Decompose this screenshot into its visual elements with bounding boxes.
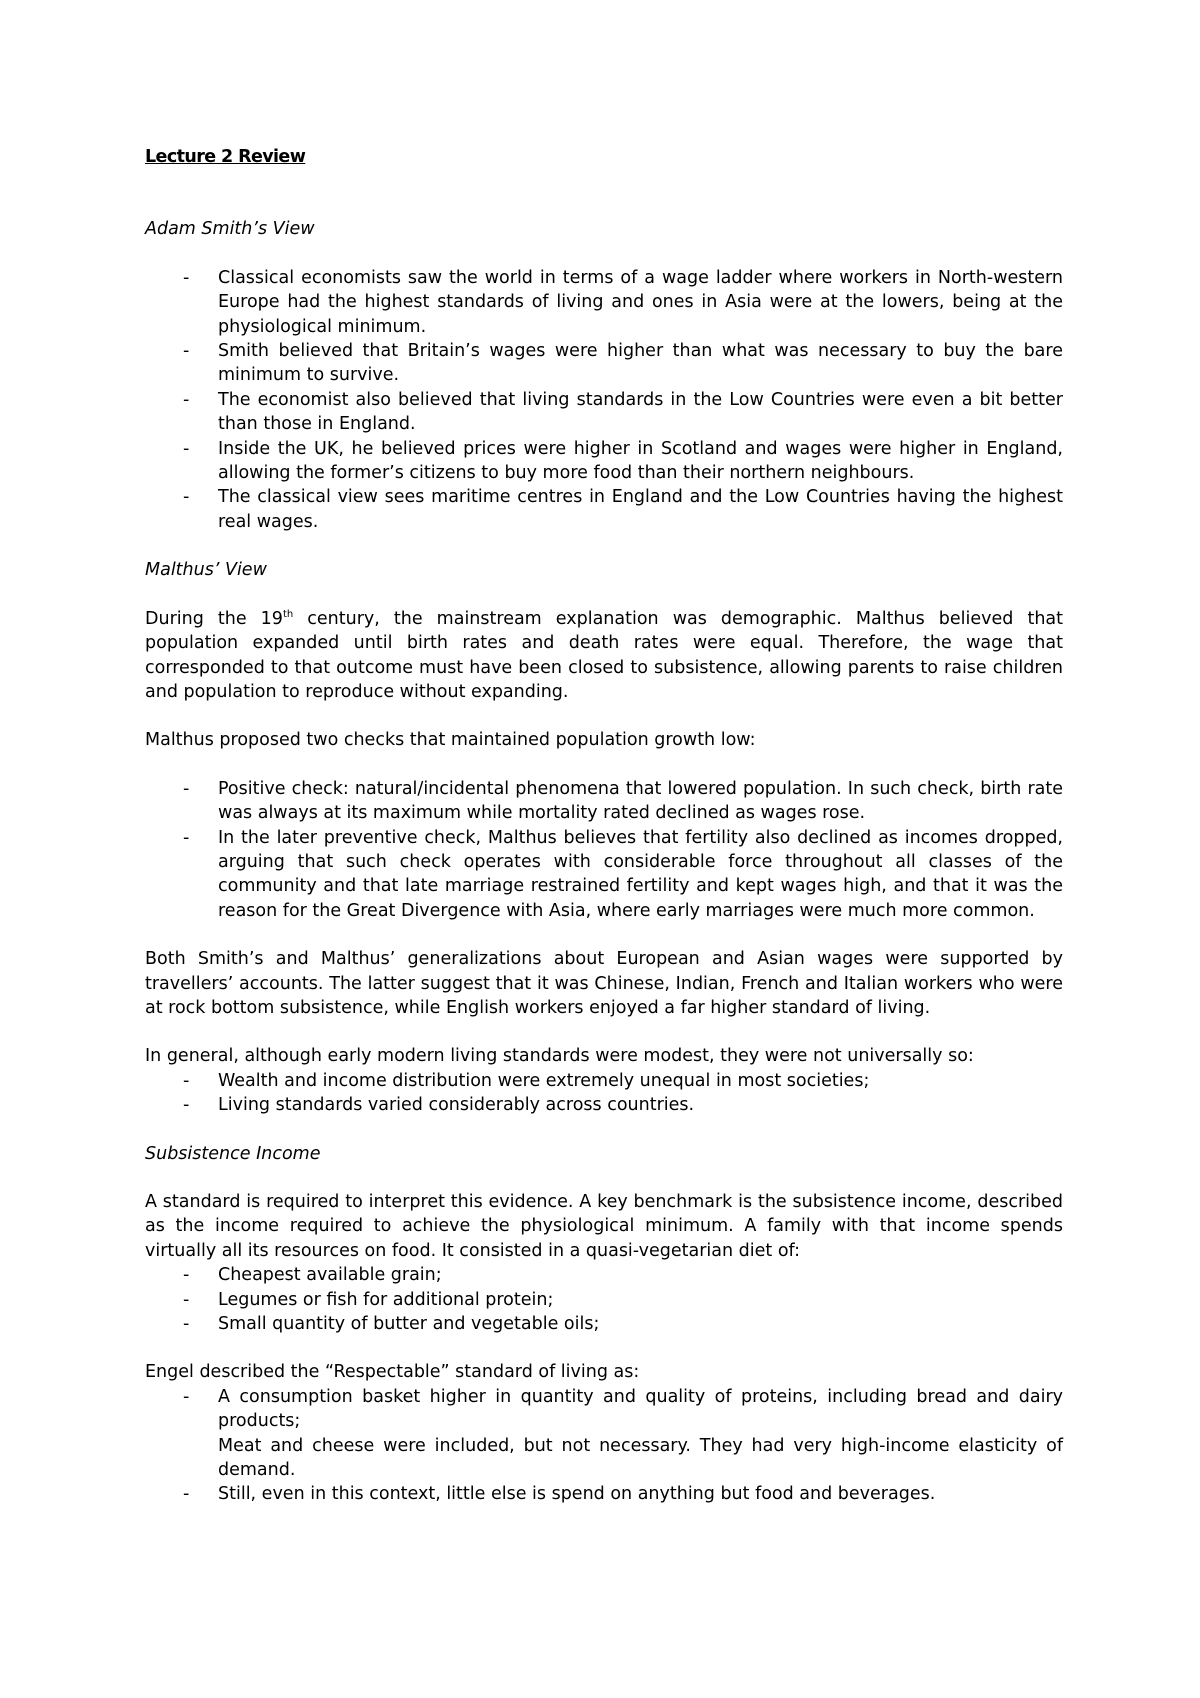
document-title: Lecture 2 Review: [145, 147, 306, 167]
list-item: [145, 777, 1063, 826]
list-item-text: Classical economists saw the world in terms of a wage ladder where workers in North-western Europe had the highest standards of living and ones in Asia were at the lowers, being at the physiological minimum.: [218, 267, 1063, 337]
bullet-dash: -: [183, 1289, 190, 1310]
bullet-dash: -: [183, 1265, 190, 1286]
document-page: [145, 145, 1063, 1531]
bullet-dash: -: [183, 778, 190, 799]
list-item-text: A consumption basket higher in quantity and quality of proteins, including bread and dairy products;: [218, 1386, 1063, 1432]
list-item: [145, 1482, 1063, 1506]
bullet-dash: -: [183, 1095, 190, 1116]
section-heading-malthus: Malthus’ View: [145, 560, 267, 581]
list-item: [145, 1385, 1063, 1434]
respectable-standard-list: [145, 1385, 1063, 1507]
list-item-text: Small quantity of butter and vegetable oils;: [218, 1314, 600, 1335]
adam-smith-bullet-list: [145, 266, 1063, 534]
section-heading-adam-smith: Adam Smith’s View: [145, 219, 315, 240]
list-item: [145, 1312, 1063, 1336]
list-item-text: Still, even in this context, little else is spend on anything but food and beverages.: [218, 1484, 936, 1505]
malthus-paragraph-1: [145, 607, 1063, 705]
list-item-text: Positive check: natural/incidental phenomena that lowered population. In such check, birth rate was always at its maximum while mortality rated declined as wages rose.: [218, 778, 1063, 824]
list-item-text: In the later preventive check, Malthus believes that fertility also declined as incomes dropped, arguing that such check operates with considerable force throughout all classes of the community and that late marriage restrained fertility and kept wages high, and that it was the reason for the Great Divergence with Asia, where early marriages were much more common.: [218, 827, 1063, 921]
list-item: [145, 266, 1063, 339]
list-item-text: Wealth and income distribution were extremely unequal in most societies;: [218, 1070, 870, 1091]
list-item-text: Meat and cheese were included, but not necessary. They had very high-income elasticity of demand.: [218, 1435, 1063, 1481]
list-item: [145, 437, 1063, 486]
malthus-checks-list: [145, 777, 1063, 923]
list-item: [145, 826, 1063, 924]
bullet-dash: -: [183, 438, 190, 459]
bullet-dash: -: [183, 1386, 190, 1407]
malthus-paragraph-2: Malthus proposed two checks that maintained population growth low:: [145, 730, 756, 751]
subsistence-paragraph-2: Engel described the “Respectable” standard of living as:: [145, 1362, 640, 1383]
list-item-text: Living standards varied considerably across countries.: [218, 1095, 695, 1116]
list-item-text: The classical view sees maritime centres in England and the Low Countries having the highest real wages.: [218, 487, 1063, 532]
paragraph-text: During the 19: [145, 608, 283, 629]
malthus-paragraph-3: Both Smith’s and Malthus’ generalizations about European and Asian wages were supported by travellers’ accounts. The latter suggest that it was Chinese, Indian, French and Italian workers who were at rock bottom subsistence, while English workers enjoyed a far higher standard of living.: [145, 949, 1063, 1018]
bullet-dash: -: [183, 267, 190, 288]
bullet-dash: -: [183, 1314, 190, 1335]
bullet-dash: -: [183, 341, 190, 362]
bullet-dash: -: [183, 389, 190, 410]
paragraph-text: century, the mainstream explanation was demographic. Malthus believed that population expanded until birth rates and death rates were equal. Therefore, the wage that corresponded to that outcome must have been closed to subsistence, allowing parents to raise children and population to reproduce without expanding.: [145, 608, 1063, 702]
list-item: [145, 1434, 1063, 1483]
list-item-text: Inside the UK, he believed prices were higher in Scotland and wages were higher in England, allowing the former’s citizens to buy more food than their northern neighbours.: [218, 438, 1063, 484]
list-item-text: Legumes or fish for additional protein;: [218, 1289, 554, 1310]
list-item: [145, 388, 1063, 437]
subsistence-paragraph-1: A standard is required to interpret this evidence. A key benchmark is the subsistence income, described as the income required to achieve the physiological minimum. A family with that income spends virtually all its resources on food. It consisted in a quasi-vegetarian diet of:: [145, 1192, 1063, 1261]
bullet-dash: -: [183, 1070, 190, 1091]
list-item-text: Cheapest available grain;: [218, 1265, 442, 1286]
bullet-dash: -: [183, 487, 190, 508]
ordinal-superscript: th: [282, 608, 294, 620]
list-item: [145, 1263, 1063, 1287]
list-item-text: The economist also believed that living standards in the Low Countries were even a bit better than those in England.: [218, 389, 1063, 435]
list-item: [145, 485, 1063, 534]
living-standards-list: [145, 1069, 1063, 1118]
section-heading-subsistence-income: Subsistence Income: [145, 1143, 321, 1164]
list-item: [145, 1069, 1063, 1093]
list-item-text: Smith believed that Britain’s wages were higher than what was necessary to buy the bare minimum to survive.: [218, 341, 1063, 386]
malthus-paragraph-4: In general, although early modern living standards were modest, they were not universally so:: [145, 1046, 974, 1067]
list-item: [145, 339, 1063, 388]
bullet-dash: -: [183, 1484, 190, 1505]
bullet-dash: -: [183, 827, 190, 848]
subsistence-diet-list: [145, 1263, 1063, 1336]
list-item: [145, 1288, 1063, 1312]
list-item: [145, 1093, 1063, 1117]
